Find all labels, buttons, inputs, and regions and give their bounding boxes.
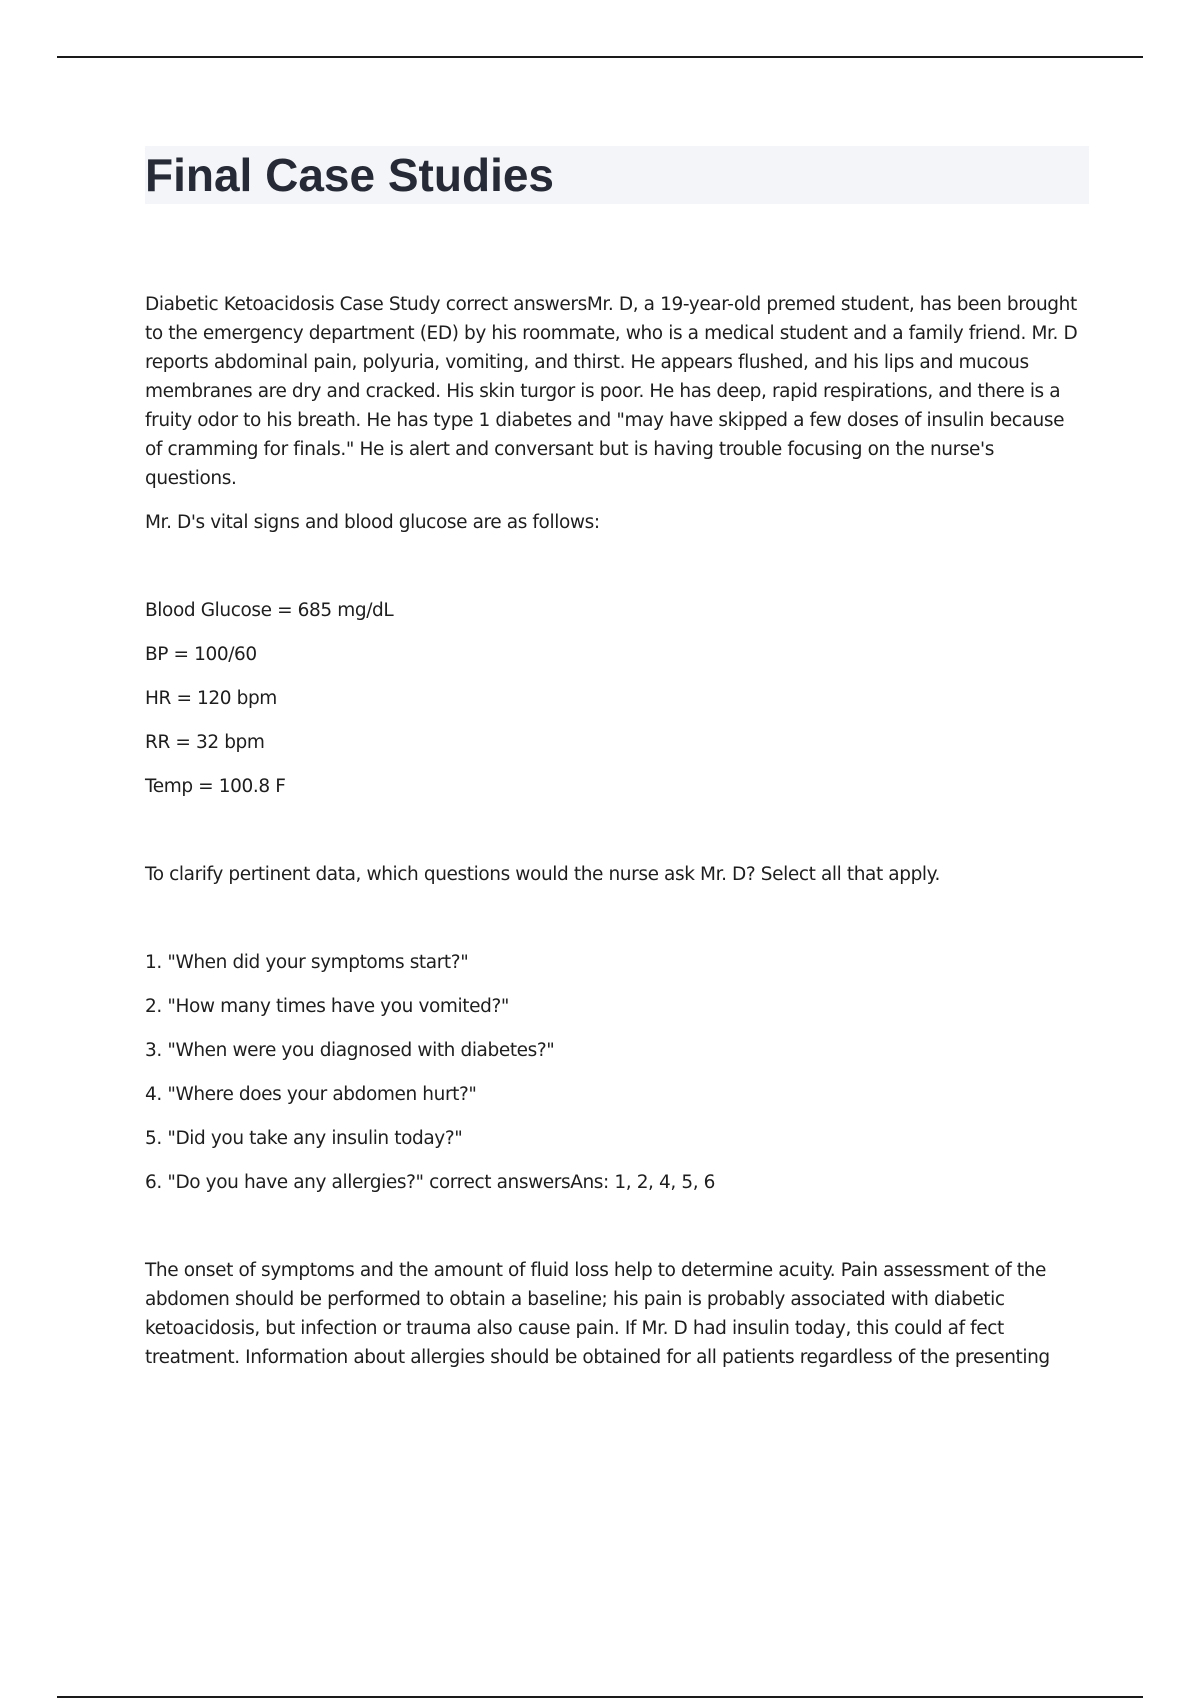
vital-blood-pressure: BP = 100/60 [145, 644, 257, 665]
question-text: To clarify pertinent data, which questions would the nurse ask Mr. D? Select all that apply. [145, 864, 941, 885]
answer-option: 2. "How many times have you vomited?" [145, 996, 509, 1017]
answer-option: 3. "When were you diagnosed with diabetes?" [145, 1040, 555, 1061]
footer-rule [57, 1696, 1143, 1698]
vitals-intro: Mr. D's vital signs and blood glucose are as follows: [145, 512, 600, 533]
answer-option: 1. "When did your symptoms start?" [145, 952, 469, 973]
answer-option: 4. "Where does your abdomen hurt?" [145, 1084, 477, 1105]
header-rule [57, 56, 1143, 58]
page-title: Final Case Studies [145, 149, 555, 201]
answer-option-with-key: 6. "Do you have any allergies?" correct answersAns: 1, 2, 4, 5, 6 [145, 1172, 716, 1193]
answer-option: 5. "Did you take any insulin today?" [145, 1128, 463, 1149]
document-body [145, 290, 1085, 1372]
case-intro-paragraph: Diabetic Ketoacidosis Case Study correct answersMr. D, a 19-year-old premed student, has been brought to the emergency department (ED) by his roommate, who is a medical student and a family friend. Mr. D reports abdominal pain, polyuria, vomiting, and thirst. He appears flushed, and his lips and mucous membranes are dry and cracked. His skin turgor is poor. He has deep, rapid respirations, and there is a fruity odor to his breath. He has type 1 diabetes and "may have skipped a few doses of insulin because of cramming for finals." He is alert and conversant but is having trouble focusing on the nurse's questions. [145, 294, 1078, 489]
vital-blood-glucose: Blood Glucose = 685 mg/dL [145, 600, 394, 621]
vital-temperature: Temp = 100.8 F [145, 776, 286, 797]
vital-respiratory-rate: RR = 32 bpm [145, 732, 265, 753]
rationale-paragraph: The onset of symptoms and the amount of fluid loss help to determine acuity. Pain assessment of the abdomen should be performed to obtain a baseline; his pain is probably associated with diabetic ketoacidosis, but infection or trauma also cause pain. If Mr. D had insulin today, this could af fect treatment. Information about allergies should be obtained for all patients regardless of the presenting [145, 1260, 1050, 1368]
vital-heart-rate: HR = 120 bpm [145, 688, 277, 709]
